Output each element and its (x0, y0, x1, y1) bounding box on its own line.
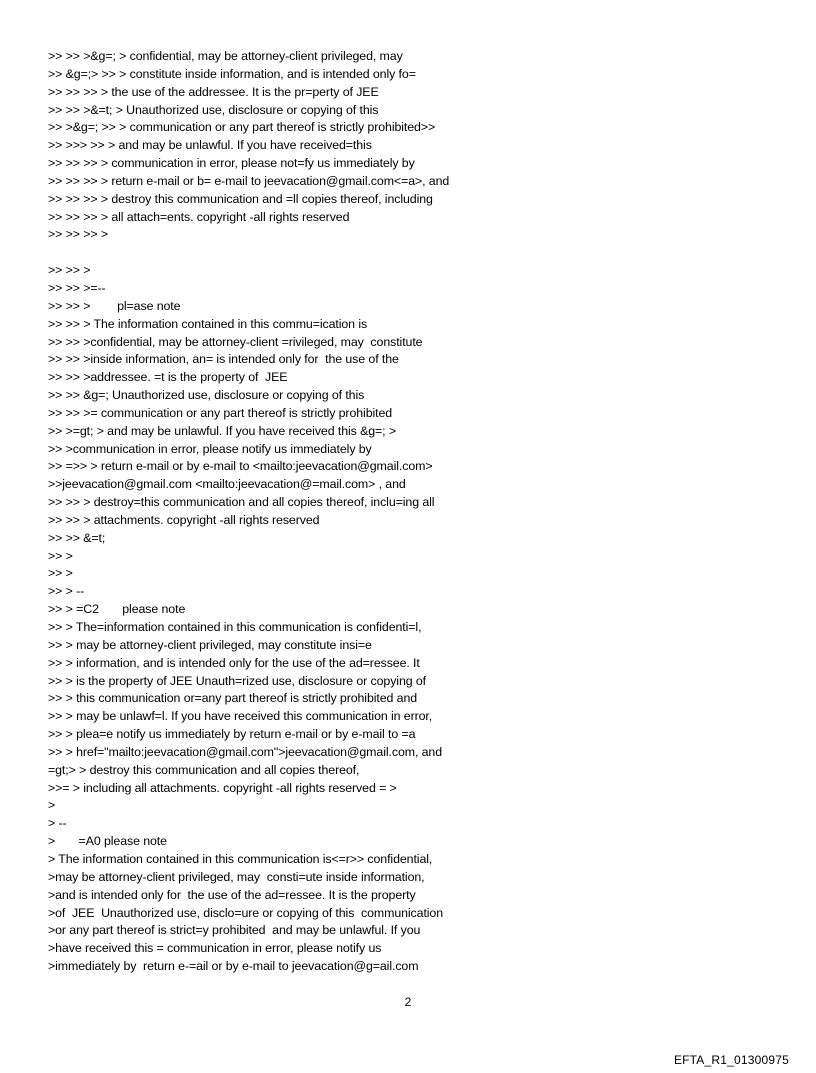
text-line: >> >> >confidential, may be attorney-client =rivileged, may constitute (48, 334, 423, 349)
text-line: >> > is the property of JEE Unauth=rized use, disclosure or copying of (48, 673, 427, 688)
text-line: >> >communication in error, please notify us immediately by (48, 441, 372, 456)
text-line: > -- (48, 816, 67, 831)
text-line: >> >> >=-- (48, 280, 106, 295)
text-line: >> >=gt; > and may be unlawful. If you have received this &g=; > (48, 423, 396, 438)
text-line: >> >> >inside information, an= is intended only for the use of the (48, 352, 399, 367)
text-line: >> >> >&g=; > confidential, may be attorney-client privileged, may (48, 49, 403, 63)
text-line: >> > -- (48, 584, 85, 599)
text-line: >> >> >> > return e-mail or b= e-mail to jeevacation@gmail.com<=a>, and (48, 173, 450, 188)
text-line: >> > may be attorney-client privileged, may constitute insi=e (48, 637, 372, 652)
text-line: >> >> >> > communication in error, please not=fy us immediately by (48, 156, 415, 171)
text-line: >> > =C2 please note (48, 602, 186, 617)
text-line: >> >> >> > all attach=ents. copyright -all rights reserved (48, 209, 350, 224)
text-line: >> > The=information contained in this communication is confidenti=l, (48, 620, 422, 634)
text-line: >> &g=;> >> > constitute inside information, and is intended only fo= (48, 66, 416, 81)
text-line: >> >> > destroy=this communication and all copies thereof, inclu=ing all (48, 495, 435, 510)
text-line: >may be attorney-client privileged, may consti=ute inside information, (48, 869, 425, 884)
text-line: >and is intended only for the use of the ad=ressee. It is the property (48, 887, 416, 902)
text-line: >>jeevacation@gmail.com <mailto:jeevacation@=mail.com> , and (48, 477, 406, 492)
text-line: >> > (48, 548, 73, 563)
text-line: >> >> >> > destroy this communication and =ll copies thereof, including (48, 191, 433, 206)
text-line: >> >> > pl=ase note (48, 298, 181, 313)
text-line: >> =>> > return e-mail or by e-mail to <mailto:jeevacation@gmail.com> (48, 459, 433, 474)
text-line: >> >> >addressee. =t is the property of JEE (48, 370, 288, 385)
text-line: > The information contained in this communication is<=r>> confidential, (48, 851, 433, 866)
text-line: >> > information, and is intended only for the use of the ad=ressee. It (48, 655, 420, 670)
text-line: >or any part thereof is strict=y prohibited and may be unlawful. If you (48, 923, 421, 938)
text-line: =gt;> > destroy this communication and all copies thereof, (48, 762, 360, 777)
bates-number: EFTA_R1_01300975 (673, 1053, 789, 1067)
text-line: >of JEE Unauthorized use, disclo=ure or copying of this communication (48, 905, 444, 920)
text-line: > (48, 798, 56, 813)
text-line: >> >> &=t; (48, 530, 106, 545)
text-line: >> > href="mailto:jeevacation@gmail.com">jeevacation@gmail.com, and (48, 744, 443, 759)
text-line: > =A0 please note (48, 834, 167, 849)
text-line: >> > (48, 566, 73, 581)
page-number: 2 (404, 995, 412, 1009)
text-line: >> >> >= communication or any part thereof is strictly prohibited (48, 405, 393, 420)
blank-line (48, 244, 768, 262)
text-line: >> >> > attachments. copyright -all rights reserved (48, 512, 320, 527)
text-line: >> >> >> > (48, 227, 108, 242)
text-line: >> >> &g=; Unauthorized use, disclosure or copying of this (48, 388, 365, 403)
text-line: >> >>> >> > and may be unlawful. If you have received=this (48, 138, 372, 153)
text-line: >> >> >> > the use of the addressee. It is the pr=perty of JEE (48, 84, 379, 99)
text-line: >> >> > (48, 263, 91, 278)
text-line: >>= > including all attachments. copyright -all rights reserved = > (48, 780, 397, 795)
email-text-body (48, 48, 768, 976)
text-line: >> >&g=; >> > communication or any part thereof is strictly prohibited>> (48, 120, 436, 135)
text-line: >have received this = communication in error, please notify us (48, 941, 382, 956)
text-line: >> >> > The information contained in this commu=ication is (48, 316, 368, 331)
text-line: >> >> >&=t; > Unauthorized use, disclosure or copying of this (48, 102, 379, 117)
text-line: >immediately by return e-=ail or by e-mail to jeevacation@g=ail.com (48, 959, 419, 974)
text-line: >> > may be unlawf=l. If you have received this communication in error, (48, 709, 433, 724)
text-line: >> > this communication or=any part thereof is strictly prohibited and (48, 691, 418, 706)
text-line: >> > plea=e notify us immediately by return e-mail or by e-mail to =a (48, 727, 416, 742)
